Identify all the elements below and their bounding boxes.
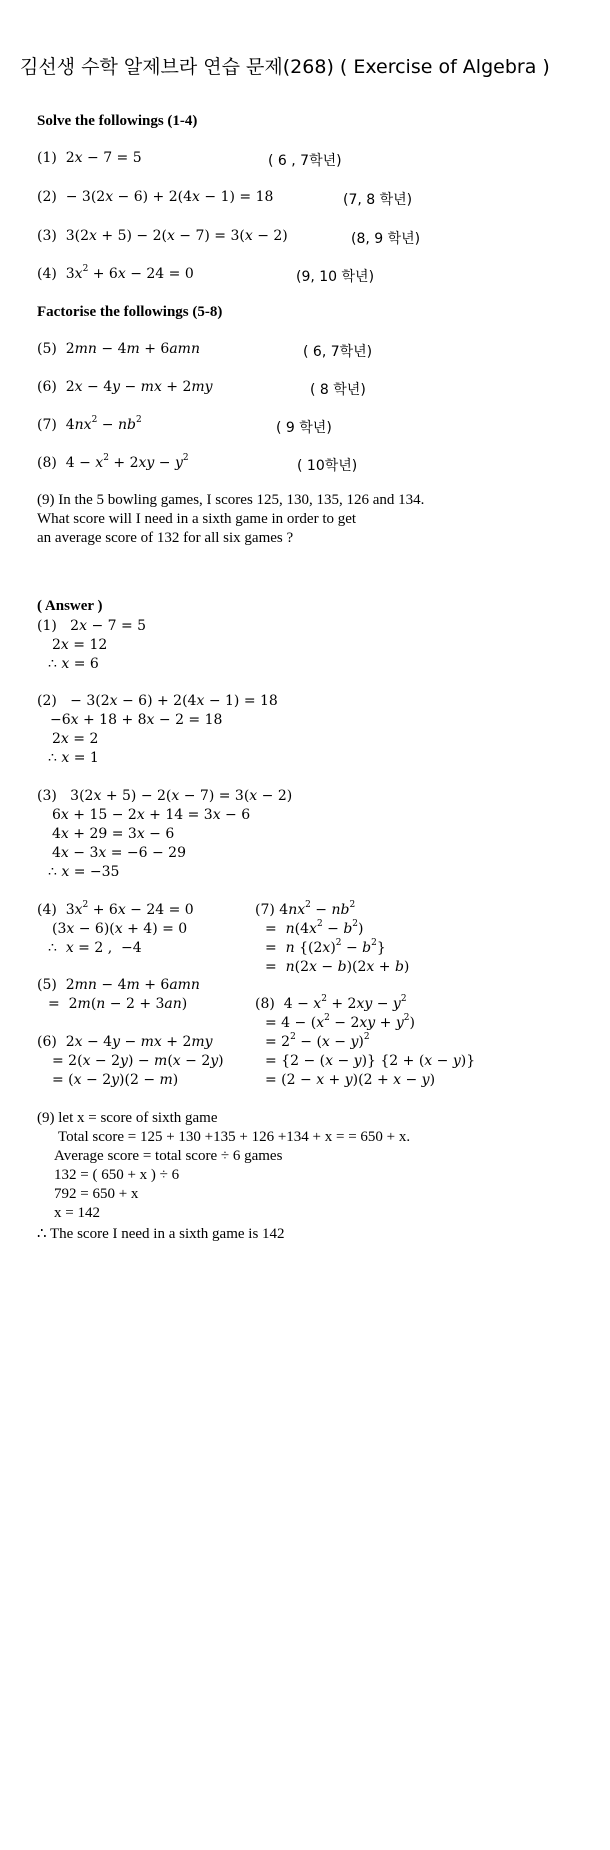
answer-1-line: (1) 2x − 7 = 5 — [37, 618, 147, 634]
answer-6-line: = (x − 2y)(2 − m) — [52, 1072, 179, 1088]
problem-7: (7) $4nx^2 - nb^2$ — [37, 415, 142, 433]
answer-2-line: ∴ x = 1 — [48, 750, 99, 766]
problem-number: (5) — [37, 341, 57, 357]
problem-9-line-1: (9) In the 5 bowling games, I scores 125, 130, 135, 126 and 134. — [37, 492, 425, 508]
problem-5-grade: ( 6, 7학년) — [303, 344, 373, 360]
answer-9-line: (9) let x = score of sixth game — [37, 1110, 218, 1126]
answer-4-line: ∴ x = 2 , −4 — [48, 940, 142, 956]
problem-6: (6) 2x − 4y − mx + 2my — [37, 379, 213, 395]
answer-5-line: (5) 2mn − 4m + 6amn — [37, 977, 200, 993]
problem-4-grade: (9, 10 학년) — [296, 269, 375, 285]
answer-3-line: (3) 3(2x + 5) − 2(x − 7) = 3(x − 2) — [37, 788, 293, 804]
answer-2-line: 2x = 2 — [52, 731, 99, 747]
answer-1-line: ∴ x = 6 — [48, 656, 99, 672]
answer-3-line: 4x − 3x = −6 − 29 — [52, 845, 186, 861]
answer-9-line: x = 142 — [54, 1205, 100, 1221]
answer-7-line: (7) $4nx^2 - nb^2$ — [255, 900, 356, 918]
answer-9-line: 132 = ( 650 + x ) ÷ 6 — [54, 1167, 180, 1183]
answer-3-line: ∴ x = −35 — [48, 864, 120, 880]
problem-1-grade: ( 6 , 7학년) — [268, 153, 342, 169]
problem-8-grade: ( 10학년) — [297, 458, 358, 474]
answer-7-line: = n(2x − b)(2x + b) — [265, 959, 410, 975]
answer-3-line: 4x + 29 = 3x − 6 — [52, 826, 175, 842]
problem-4: (4) $3x^2 + 6x - 24 = 0$ — [37, 264, 194, 282]
answer-4-line: (4) $3x^2 + 6x - 24 = 0$ — [37, 900, 194, 918]
answer-2-line: (2) − 3(2x − 6) + 2(4x − 1) = 18 — [37, 693, 278, 709]
answer-5-line: = 2m(n − 2 + 3an) — [48, 996, 188, 1012]
problem-number: (4) — [37, 266, 57, 282]
answer-7-line: = $n(4x^2 - b^2)$ — [265, 919, 364, 937]
problem-2-grade: (7, 8 학년) — [343, 192, 413, 208]
answer-9-line: 792 = 650 + x — [54, 1186, 139, 1202]
answer-2-line: −6x + 18 + 8x − 2 = 18 — [50, 712, 223, 728]
page-title: 김선생 수학 알제브라 연습 문제(268) ( Exercise of Algebra ) — [20, 56, 550, 78]
answer-8-line: = {2 − (x − y)} {2 + (x − y)} — [265, 1053, 476, 1069]
answer-6-line: = 2(x − 2y) − m(x − 2y) — [52, 1053, 224, 1069]
problem-6-grade: ( 8 학년) — [310, 382, 366, 398]
answer-3-line: 6x + 15 − 2x + 14 = 3x − 6 — [52, 807, 251, 823]
problem-number: (2) — [37, 189, 57, 205]
section-heading-factorise: Factorise the followings (5-8) — [37, 304, 223, 320]
problem-2: (2) − 3(2x − 6) + 2(4x − 1) = 18 — [37, 189, 274, 205]
answer-8-line: = $4 - (x^2 - 2xy + y^2)$ — [265, 1013, 415, 1031]
problem-number: (1) — [37, 150, 57, 166]
answer-8-line: (8) $4 - x^2 + 2xy - y^2$ — [255, 994, 407, 1012]
answer-heading: ( Answer ) — [37, 598, 103, 614]
problem-number: (6) — [37, 379, 57, 395]
answer-9-line: Total score = 125 + 130 +135 + 126 +134 + x = = 650 + x. — [58, 1129, 411, 1145]
problem-1: (1) 2x − 7 = 5 — [37, 150, 142, 166]
answer-8-line: = $2^2 - (x - y)^2$ — [265, 1032, 370, 1050]
problem-3-grade: (8, 9 학년) — [351, 231, 421, 247]
problem-7-grade: ( 9 학년) — [276, 420, 332, 436]
problem-3: (3) 3(2x + 5) − 2(x − 7) = 3(x − 2) — [37, 228, 288, 244]
answer-7-line: = n $\{(2x)^2 - b^2\}$ — [265, 938, 386, 956]
answer-9-line: Average score = total score ÷ 6 games — [54, 1148, 283, 1164]
answer-4-line: (3x − 6)(x + 4) = 0 — [52, 921, 188, 937]
answer-9-conclusion: ∴ The score I need in a sixth game is 142 — [37, 1226, 285, 1242]
problem-9-line-3: an average score of 132 for all six games ? — [37, 530, 294, 546]
answer-1-line: 2x = 12 — [52, 637, 108, 653]
section-heading-solve: Solve the followings (1-4) — [37, 113, 198, 129]
answer-6-line: (6) 2x − 4y − mx + 2my — [37, 1034, 213, 1050]
problem-5: (5) 2mn − 4m + 6amn — [37, 341, 200, 357]
answer-8-line: = (2 − x + y)(2 + x − y) — [265, 1072, 436, 1088]
problem-number: (7) — [37, 417, 57, 433]
problem-number: (8) — [37, 455, 57, 471]
problem-9-line-2: What score will I need in a sixth game in order to get — [37, 511, 357, 527]
problem-number: (3) — [37, 228, 57, 244]
problem-8: (8) $4 - x^2 + 2xy - y^2$ — [37, 453, 189, 471]
